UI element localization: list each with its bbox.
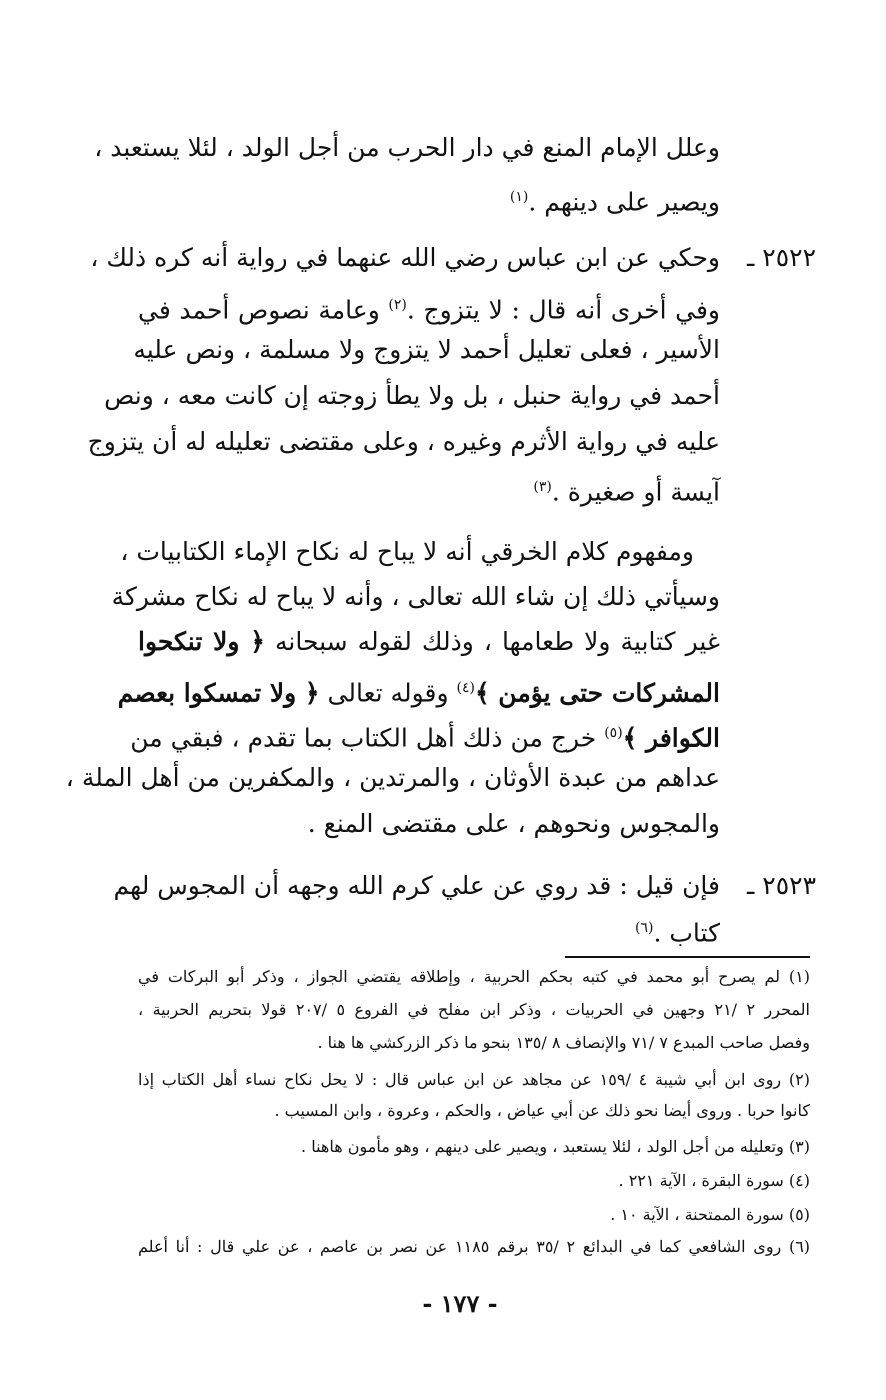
footnote-ref: (١) bbox=[509, 189, 529, 205]
footnote-line: (٣) وتعليله من أجل الولد ، لئلا يستعبد ، ويصير على دينهم ، وهو مأمون هاهنا . bbox=[301, 1137, 810, 1156]
footnote-ref: (٥) bbox=[604, 725, 623, 741]
paragraph-line bbox=[138, 800, 720, 848]
footnote-line: المحرر ٢ /٢١ وجهين في الحربيات ، وذكر ابن مفلح في الفروع ٥ /٢٠٧ قولا بتحريم الحربية ، bbox=[138, 1000, 811, 1019]
paragraph-line bbox=[138, 173, 720, 221]
text-line: والمجوس ونحوهم ، على مقتضى المنع . bbox=[307, 809, 720, 838]
text-line: خرج من ذلك أهل الكتاب بما تقدم ، فبقي من bbox=[130, 723, 597, 753]
footnote-line: (٤) سورة البقرة ، الآية ٢٢١ . bbox=[618, 1171, 810, 1190]
paragraph-line bbox=[65, 754, 720, 802]
text-line: وقوله تعالى bbox=[327, 678, 449, 708]
paragraph-line bbox=[104, 372, 720, 420]
text-line: ومفهوم كلام الخرقي أنه لا يباح له نكاح الإماء الكتابيات ، bbox=[120, 537, 694, 566]
quran-verse: ﴿ ولا تمسكوا بعصم bbox=[117, 678, 320, 708]
paragraph-line bbox=[117, 664, 720, 712]
paragraph-line bbox=[113, 862, 720, 910]
footnote-line: (٦) روى الشافعي كما في البدائع ٢ /٣٥ برقم ١١٨٥ عن نصر بن عاصم ، عن علي قال : أنا أعلم bbox=[138, 1237, 811, 1256]
text-line: وسيأتي ذلك إن شاء الله تعالى ، وأنه لا يباح له نكاح مشركة bbox=[111, 582, 720, 611]
paragraph-line bbox=[138, 904, 720, 952]
paragraph-line bbox=[120, 528, 694, 576]
footnote-line: (١) لم يصرح أبو محمد في كتبه بحكم الحربية ، وإطلاقه يقتضي الجواز ، وذكر أبو البركات في bbox=[138, 967, 810, 986]
text-line: عليه في رواية الأثرم وغيره ، وعلى مقتضى تعليله له أن يتزوج bbox=[87, 427, 720, 456]
entry-number: ٢٥٢٣ ـ bbox=[747, 871, 816, 900]
text-line: وعامة نصوص أحمد في bbox=[138, 295, 380, 325]
text-line: كتاب . bbox=[653, 918, 720, 948]
paragraph-line bbox=[138, 281, 720, 329]
text-line: الأسير ، فعلى تعليل أحمد لا يتزوج ولا مسلمة ، ونص عليه bbox=[133, 335, 720, 364]
footnote-line: (٥) سورة الممتحنة ، الآية ١٠ . bbox=[610, 1205, 810, 1224]
footnote-line: كانوا حربا . وروى أيضا نحو ذلك عن أبي عياض ، والحكم ، وعروة ، وابن المسيب . bbox=[274, 1101, 810, 1120]
footnote-line: (٢) روى ابن أبي شيبة ٤ /١٥٩ عن مجاهد عن ابن عباس قال : لا يحل نكاح نساء أهل الكتاب إذا bbox=[138, 1070, 810, 1089]
text-line: فإن قيل : قد روي عن علي كرم الله وجهه أن المجوس لهم bbox=[113, 871, 720, 900]
page-number: - ١٧٧ - bbox=[422, 1289, 498, 1318]
quran-verse: ﴿ ولا تنكحوا bbox=[138, 627, 265, 656]
text-line: أحمد في رواية حنبل ، بل ولا يطأ زوجته إن كانت معه ، ونص bbox=[104, 381, 720, 410]
paragraph-line bbox=[130, 709, 720, 757]
paragraph-line bbox=[111, 573, 720, 621]
quran-verse: المشركات حتى يؤمن ﴾ bbox=[474, 678, 720, 708]
paragraph-line bbox=[90, 234, 720, 282]
paragraph-line bbox=[133, 326, 720, 374]
paragraph-line bbox=[138, 463, 720, 511]
text-line: آيسة أو صغيرة . bbox=[551, 477, 720, 507]
footnote-ref: (٢) bbox=[388, 297, 407, 313]
footnote-ref: (٤) bbox=[456, 680, 475, 696]
paragraph-line bbox=[87, 418, 720, 466]
text-line: غير كتابية ولا طعامها ، وذلك لقوله سبحانه bbox=[274, 627, 720, 656]
text-line: وحكي عن ابن عباس رضي الله عنهما في رواية أنه كره ذلك ، bbox=[90, 243, 720, 272]
footnote-line: وفصل صاحب المبدع ٧ /٧١ والإنصاف ٨ /١٣٥ بنحو ما ذكر الزركشي ها هنا . bbox=[317, 1033, 810, 1052]
footnote-separator bbox=[565, 956, 810, 958]
text-line: وعلل الإمام المنع في دار الحرب من أجل الولد ، لئلا يستعبد ، bbox=[94, 133, 720, 162]
footnote-ref: (٣) bbox=[533, 479, 552, 495]
text-line: وفي أخرى أنه قال : لا يتزوج . bbox=[406, 295, 720, 325]
entry-number: ٢٥٢٢ ـ bbox=[747, 243, 816, 272]
paragraph-line bbox=[94, 124, 720, 172]
quran-verse: الكوافر ﴾ bbox=[622, 723, 720, 753]
footnote-ref: (٦) bbox=[635, 920, 654, 936]
text-line: عداهم من عبدة الأوثان ، والمرتدين ، والمكفرين من أهل الملة ، bbox=[65, 763, 720, 792]
paragraph-line bbox=[138, 618, 720, 666]
text-line: ويصير على دينهم . bbox=[528, 187, 720, 217]
